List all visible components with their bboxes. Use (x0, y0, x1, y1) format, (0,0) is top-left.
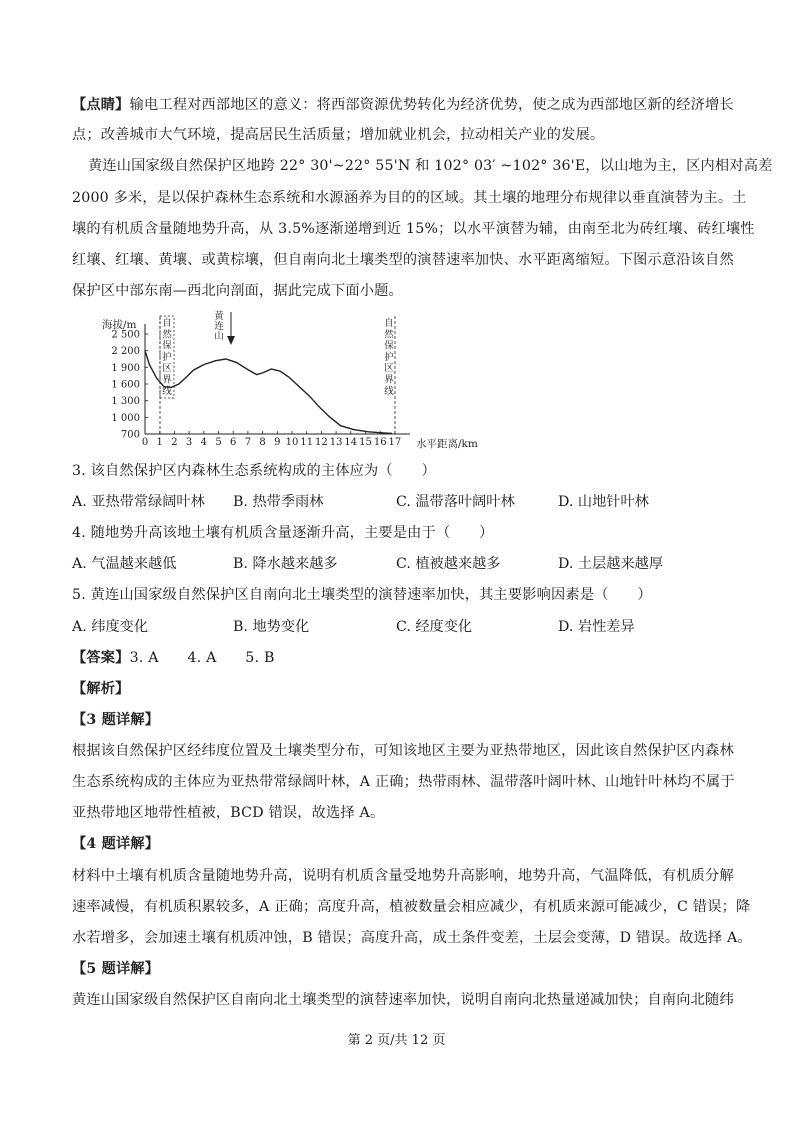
question-4-stem: 4. 随地势升高该地土壤有机质含量逐渐升高，主要是由于（ ） (72, 525, 494, 541)
question-5-stem: 5. 黄连山国家级自然保护区自南向北土壤类型的演替速率加快，其主要影响因素是（ ） (72, 587, 652, 603)
chart-ylabel: 海拔/m (102, 319, 137, 331)
q3-option-b: B. 热带季雨林 (233, 494, 324, 510)
x-tick-label: 14 (344, 437, 358, 448)
q4-option-c: C. 植被越来越多 (396, 556, 501, 572)
d4-line-1: 材料中土壤有机质含量随地势升高，说明有机质含量受地势升高影响，地势升高，气温降低，有机质分解 (72, 868, 734, 884)
x-tick-label: 2 (171, 437, 178, 448)
x-tick-label: 13 (329, 437, 343, 448)
passage-line-5: 保护区中部东南—西北向剖面，据此完成下面小题。 (72, 283, 403, 299)
x-tick-label: 6 (230, 437, 237, 448)
q3-option-a: A. 亚热带常绿阔叶林 (72, 494, 205, 510)
d4-heading: 【4 题详解】 (72, 836, 160, 852)
answer-line (72, 648, 732, 668)
x-tick-label: 4 (200, 437, 207, 448)
answer-text: 3. A 4. A 5. B (129, 650, 275, 666)
q3-option-d: D. 山地针叶林 (558, 494, 649, 510)
dianjing-line-2: 点；改善城市大气环境，提高居民生活质量；增加就业机会，拉动相关产业的发展。 (72, 127, 605, 143)
d3-line-2: 生态系统构成的主体应为亚热带常绿阔叶林，A 正确；热带雨林、温带落叶阔叶林、山地针叶林均不属于 (72, 774, 735, 790)
dianjing-text-1: 输电工程对西部地区的意义：将西部资源优势转化为经济优势，使之成为西部地区新的经济增长 (129, 97, 734, 113)
x-tick-label: 10 (285, 437, 299, 448)
x-tick-label: 8 (259, 437, 266, 448)
peak-arrow-head (227, 336, 235, 345)
x-tick-label: 11 (300, 437, 314, 448)
x-tick-label: 5 (215, 437, 222, 448)
y-tick-label: 2 500 (111, 329, 140, 341)
y-tick-label: 700 (120, 429, 140, 441)
d4-line-3: 水若增多，会加速土壤有机质冲蚀，B 错误；高度升高，成土条件变差，土层会变薄，D 错误。故选择 A。 (72, 930, 752, 946)
answer-tag: 【答案】 (72, 650, 130, 666)
question-3-stem: 3. 该自然保护区内森林生态系统构成的主体应为（ ） (72, 463, 436, 479)
jiexi-heading: 【解析】 (72, 681, 130, 697)
x-tick-label: 9 (274, 437, 281, 448)
y-tick-label: 1 300 (111, 396, 140, 408)
dianjing-line-1 (72, 95, 732, 115)
d3-line-3: 亚热带地区地带性植被，BCD 错误，故选择 A。 (72, 805, 385, 821)
x-tick-label: 1 (156, 437, 163, 448)
x-tick-label: 3 (185, 437, 193, 448)
x-tick-label: 7 (244, 437, 252, 448)
x-tick-label: 12 (315, 437, 328, 448)
x-tick-label: 0 (141, 437, 149, 448)
q4-option-a: A. 气温越来越低 (72, 556, 177, 572)
d3-heading: 【3 题详解】 (72, 712, 160, 728)
left-boundary-label: 自然保护区界线 (162, 318, 172, 397)
x-tick-label: 15 (359, 437, 372, 448)
passage-line-1: 黄连山国家级自然保护区地跨 22° 30'~22° 55'N 和 102° 03′ ~102° 36'E，以山地为主，区内相对高差 (88, 158, 773, 174)
passage-line-2: 2000 多米，是以保护森林生态系统和水源涵养为目的的区域。其土壤的地理分布规律以垂直演替为主。土 (72, 190, 747, 206)
y-tick-label: 2 200 (111, 346, 140, 358)
q4-option-b: B. 降水越来越多 (233, 556, 338, 572)
x-tick-label: 16 (373, 437, 387, 448)
profile-chart (98, 310, 498, 455)
peak-label: 黄连山 (214, 311, 224, 342)
y-tick-label: 1 600 (111, 379, 140, 391)
q5-option-c: C. 经度变化 (396, 619, 473, 635)
d5-heading: 【5 题详解】 (72, 961, 160, 977)
q5-option-d: D. 岩性差异 (558, 619, 635, 635)
page-footer: 第 2 页/共 12 页 (347, 1033, 446, 1048)
y-tick-label: 1 900 (111, 362, 140, 374)
q4-option-d: D. 土层越来越厚 (558, 556, 664, 572)
d3-line-1: 根据该自然保护区经纬度位置及土壤类型分布，可知该地区主要为亚热带地区，因此该自然保护区内森林 (72, 743, 734, 759)
dianjing-tag: 【点睛】 (72, 97, 130, 113)
d5-line-1: 黄连山国家级自然保护区自南向北土壤类型的演替速率加快，说明自南向北热量递减加快；自南向北随纬 (72, 992, 734, 1008)
passage-line-3: 壤的有机质含量随地势升高，从 3.5%逐渐递增到近 15%；以水平演替为辅，由南至北为砖红壤、砖红壤性 (72, 221, 755, 237)
elevation-profile-line (145, 351, 392, 434)
q3-option-c: C. 温带落叶阔叶林 (396, 494, 515, 510)
q5-option-b: B. 地势变化 (233, 619, 310, 635)
right-boundary-label: 自然保护区界线 (384, 318, 394, 397)
chart-xlabel: 水平距离/km (416, 438, 478, 450)
x-tick-label: 17 (388, 437, 402, 448)
d4-line-2: 速率减慢，有机质积累较多，A 正确；高度升高，植被数量会相应减少，有机质来源可能减少，C 错误；降 (72, 899, 751, 915)
passage-line-4: 红壤、红壤、黄壤、或黄棕壤，但自南向北土壤类型的演替速率加快、水平距离缩短。下图示意沿该自然 (72, 252, 734, 268)
q5-option-a: A. 纬度变化 (72, 619, 149, 635)
y-tick-label: 1 000 (111, 412, 140, 424)
